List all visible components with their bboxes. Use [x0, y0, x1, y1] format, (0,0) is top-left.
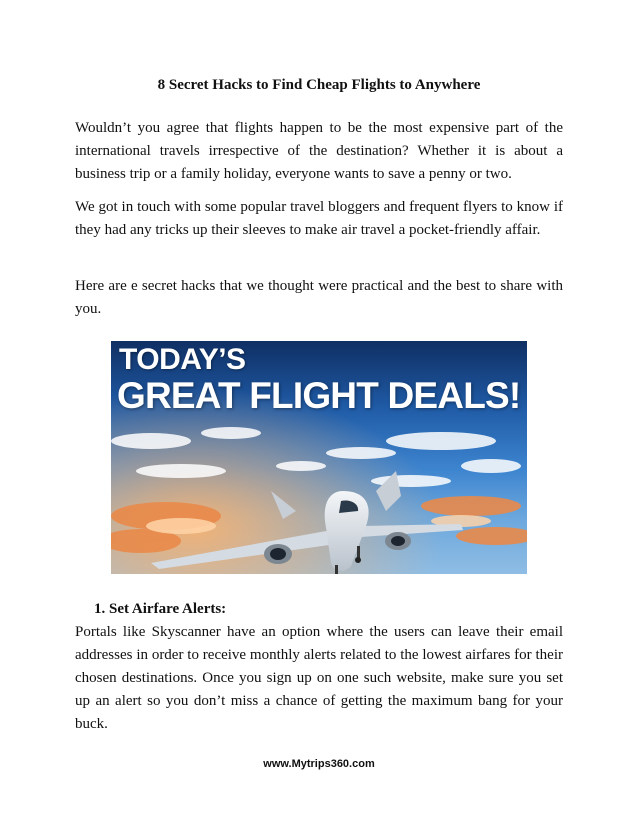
intro-paragraph: Wouldn’t you agree that flights happen to be the most expensive part of the international travels irrespective of the destination? Whether it is about a business trip or a family holiday, everyone wants to save a penny or two.	[75, 120, 563, 182]
document-title: 8 Secret Hacks to Find Cheap Flights to Anywhere	[157, 77, 481, 93]
hacks-intro-paragraph: Here are e secret hacks that we thought were practical and the best to share with you.	[75, 278, 563, 317]
image-caption-line2: GREAT FLIGHT DEALS!	[117, 375, 521, 416]
image-caption-line1: TODAY’S	[119, 343, 246, 376]
section-heading-airfare-alerts: 1. Set Airfare Alerts:	[94, 601, 227, 617]
footer-website-url: www.Mytrips360.com	[263, 758, 375, 770]
flight-deals-image	[111, 341, 527, 574]
bloggers-paragraph: We got in touch with some popular travel bloggers and frequent flyers to know if they had any tricks up their sleeves to make air travel a pocket-friendly affair.	[75, 199, 563, 238]
airfare-alerts-paragraph: Portals like Skyscanner have an option where the users can leave their email addresses in order to receive monthly alerts related to the lowest airfares for their chosen destinations. Once you sign up on one such website, make sure you set up an alert so you don’t miss a chance of getting the maximum bang for your buck.	[75, 624, 563, 732]
